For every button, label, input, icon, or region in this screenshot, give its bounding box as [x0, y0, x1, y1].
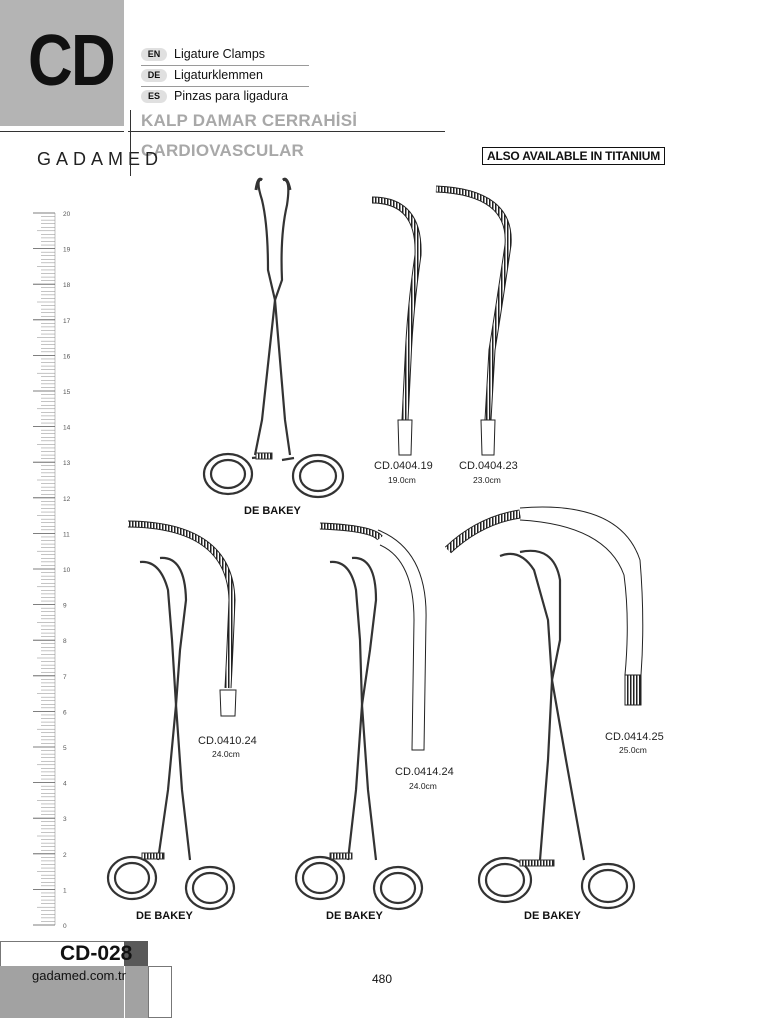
ruler-label: 15: [63, 389, 71, 396]
ruler-label: 16: [63, 353, 71, 361]
product-code: CD.0404.19: [374, 460, 433, 472]
section-code: CD: [28, 21, 114, 101]
website-url: gadamed.com.tr: [32, 968, 126, 983]
titanium-note: ALSO AVAILABLE IN TITANIUM: [482, 147, 665, 165]
lang-text: Ligature Clamps: [174, 47, 266, 61]
product-size: 19.0cm: [388, 475, 416, 485]
logo-text: GADAMED: [37, 149, 164, 169]
ruler-label: 1: [63, 887, 67, 895]
ruler-label: 6: [63, 709, 67, 717]
instrument-label: DE BAKEY: [244, 505, 301, 517]
ruler-label: 5: [63, 745, 67, 752]
lang-code: EN: [141, 48, 167, 61]
ruler-label: 2: [63, 851, 67, 859]
jaw-illustration: [448, 507, 643, 705]
ruler-label: 18: [63, 282, 71, 290]
lang-text: Ligaturklemmen: [174, 68, 263, 82]
ruler-label: 17: [63, 317, 71, 325]
product-code: CD.0410.24: [198, 735, 257, 747]
ruler-label: 13: [63, 460, 71, 468]
ruler-label: 8: [63, 638, 67, 646]
product-code: CD.0414.24: [395, 766, 454, 778]
product-size: 24.0cm: [409, 781, 437, 791]
clamp-illustration: [296, 558, 422, 909]
clamp-illustration: [108, 558, 234, 909]
product-size: 25.0cm: [619, 745, 647, 755]
lang-code: ES: [141, 90, 167, 103]
ruler-label: 19: [63, 246, 71, 254]
product-size: 24.0cm: [212, 749, 240, 759]
lang-code: DE: [141, 69, 167, 82]
jaw-illustration: [372, 200, 418, 455]
jaw-illustration: [128, 524, 236, 716]
product-code: CD.0404.23: [459, 460, 518, 472]
title-turkish: KALP DAMAR CERRAHİSİ: [141, 111, 358, 130]
instrument-label: DE BAKEY: [136, 910, 193, 922]
title-english: CARDIOVASCULAR: [141, 141, 305, 160]
product-code: CD.0414.25: [605, 731, 664, 743]
ruler-label: 3: [63, 816, 67, 824]
instrument-label: DE BAKEY: [326, 910, 383, 922]
clamp-illustration: [204, 179, 343, 497]
clamp-illustration: [479, 551, 634, 908]
ruler-label: 7: [63, 673, 67, 681]
ruler-label: 14: [63, 424, 71, 432]
lang-text: Pinzas para ligadura: [174, 89, 288, 103]
ruler-label: 20: [63, 211, 71, 218]
ruler-label: 10: [63, 567, 71, 574]
ruler-label: 11: [63, 531, 70, 539]
catalog-code: CD-028: [60, 942, 133, 965]
footer-box: [148, 966, 172, 1018]
ruler-label: 4: [63, 780, 67, 788]
product-size: 23.0cm: [473, 475, 501, 485]
jaw-illustration: [436, 189, 508, 455]
page-number: 480: [372, 972, 393, 986]
jaw-illustration: [320, 526, 426, 750]
instrument-label: DE BAKEY: [524, 910, 581, 922]
ruler-label: 12: [63, 495, 71, 503]
ruler-label: 0: [63, 923, 67, 930]
ruler-label: 9: [63, 602, 67, 610]
